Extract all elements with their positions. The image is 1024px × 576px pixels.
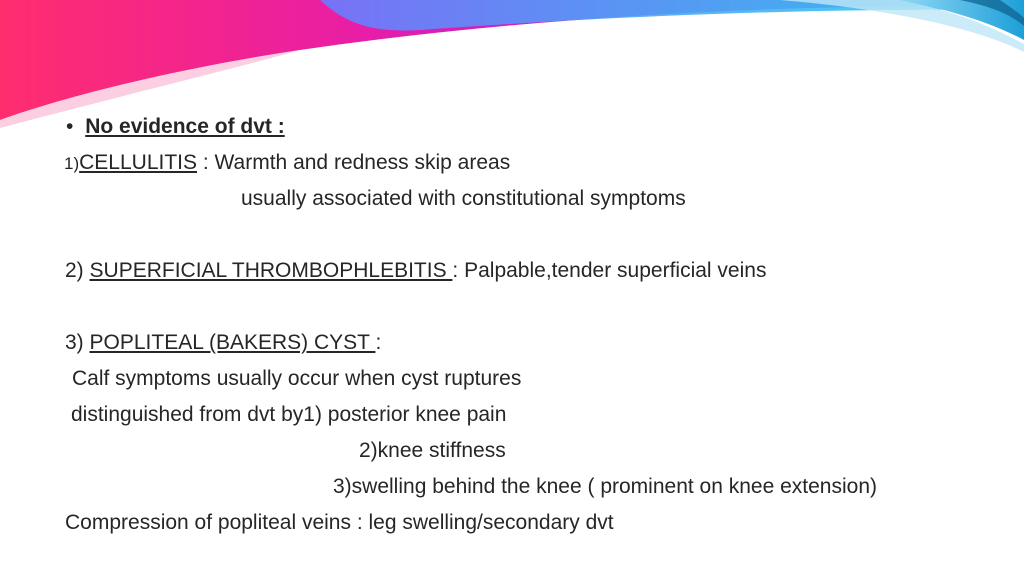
item3-line4: 3)swelling behind the knee ( prominent on knee extension) [333,475,878,498]
item3-line2: distinguished from dvt by1) posterior knee pain [71,403,507,426]
item2-desc: : Palpable,tender superficial veins [452,259,767,282]
footer-line: Compression of popliteal veins : leg swelling/secondary dvt [65,511,614,534]
decorative-banner [0,0,1024,130]
item2-line [65,258,766,284]
item3-number: 3) [65,331,90,354]
heading-text: No evidence of dvt : [85,115,285,138]
item2-term: SUPERFICIAL THROMBOPHLEBITIS [89,259,453,282]
bullet: • [66,115,74,138]
item1-term: CELLULITIS [79,151,198,174]
heading-line [66,114,285,140]
item1-desc2: usually associated with constitutional symptoms [241,187,686,210]
item3-term: POPLITEAL (BAKERS) CYST [89,331,376,354]
item3-line1: Calf symptoms usually occur when cyst ruptures [72,367,522,390]
item2-number: 2) [65,259,90,282]
item3-line3: 2)knee stiffness [359,439,506,462]
item1-number: 1) [64,154,80,173]
item1-line [64,150,510,177]
item3-desc: : [375,331,382,354]
item3-line [65,330,381,356]
item1-desc: : Warmth and redness skip areas [197,151,511,174]
